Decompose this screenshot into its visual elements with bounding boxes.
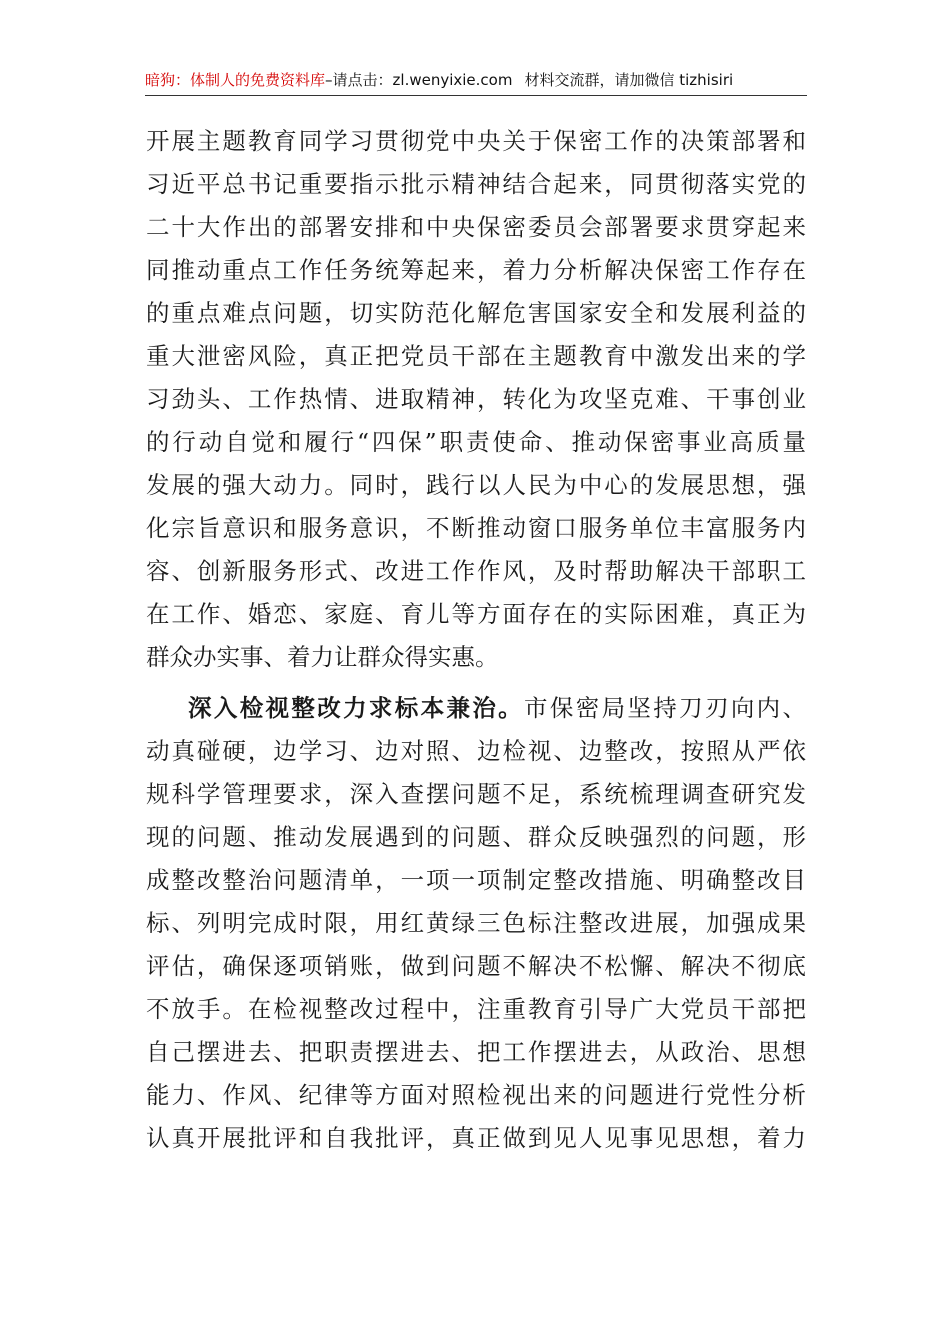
text-line: 群众办实事、着力让群众得实惠。 (146, 643, 499, 671)
text-line: 同推动重点工作任务统筹起来，着力分析解决保密工作存在 (146, 256, 806, 284)
header-divider (145, 95, 807, 96)
text-line: 能力、作风、纪律等方面对照检视出来的问题进行党性分析 (146, 1081, 806, 1109)
text-line: 评估，确保逐项销账，做到问题不解决不松懈、解决不彻底 (146, 952, 806, 980)
paragraph-2-first-line (146, 687, 806, 730)
text-line: 容、创新服务形式、改进工作作风，及时帮助解决干部职工 (146, 557, 806, 585)
text-line: 在工作、婚恋、家庭、育儿等方面存在的实际困难，真正为 (146, 600, 806, 628)
text-line: 现的问题、推动发展遇到的问题、群众反映强烈的问题，形 (146, 823, 806, 851)
text-line: 二十大作出的部署安排和中央保密委员会部署要求贯穿起来 (146, 213, 806, 241)
text-line: 发展的强大动力。同时，践行以人民为中心的发展思想，强 (146, 471, 806, 499)
paragraph-2 (146, 687, 806, 1160)
header-contact-note: 材料交流群，请加微信 tizhisiri (524, 71, 734, 89)
text-line: 不放手。在检视整改过程中，注重教育引导广大党员干部把 (146, 995, 806, 1023)
text-line: 的重点难点问题，切实防范化解危害国家安全和发展利益的 (146, 299, 806, 327)
header-source-label: 暗狗：体制人的免费资料库 (145, 71, 326, 89)
header-url-link[interactable]: zl.wenyixie.com (392, 71, 513, 89)
text-line: 的行动自觉和履行“四保”职责使命、推动保密事业高质量 (146, 428, 806, 456)
text-line: 规科学管理要求，深入查摆问题不足，系统梳理调查研究发 (146, 780, 806, 808)
text-line: 化宗旨意识和服务意识，不断推动窗口服务单位丰富服务内 (146, 514, 806, 542)
text-line: 习近平总书记重要指示批示精神结合起来，同贯彻落实党的 (146, 170, 806, 198)
paragraph-1 (146, 120, 806, 679)
text-line: 动真碰硬，边学习、边对照、边检视、边整改，按照从严依 (146, 737, 806, 765)
document-body (146, 120, 806, 1160)
text-line: 重大泄密风险，真正把党员干部在主题教育中激发出来的学 (146, 342, 806, 370)
page-header (145, 66, 807, 94)
section-heading: 深入检视整改力求标本兼治。 (188, 694, 525, 722)
header-click-prompt: –请点击： (325, 71, 393, 89)
heading-followup-text: 市保密局坚持刀刃向内、 (524, 694, 807, 722)
paragraph-spacer (146, 679, 806, 687)
text-line: 自己摆进去、把职责摆进去、把工作摆进去，从政治、思想 (146, 1038, 806, 1066)
text-line: 开展主题教育同学习贯彻党中央关于保密工作的决策部署和 (146, 127, 806, 155)
text-line: 成整改整治问题清单，一项一项制定整改措施、明确整改目 (146, 866, 806, 894)
text-line: 认真开展批评和自我批评，真正做到见人见事见思想，着力 (146, 1124, 806, 1152)
text-line: 习劲头、工作热情、进取精神，转化为攻坚克难、干事创业 (146, 385, 806, 413)
text-line: 标、列明完成时限，用红黄绿三色标注整改进展，加强成果 (146, 909, 806, 937)
